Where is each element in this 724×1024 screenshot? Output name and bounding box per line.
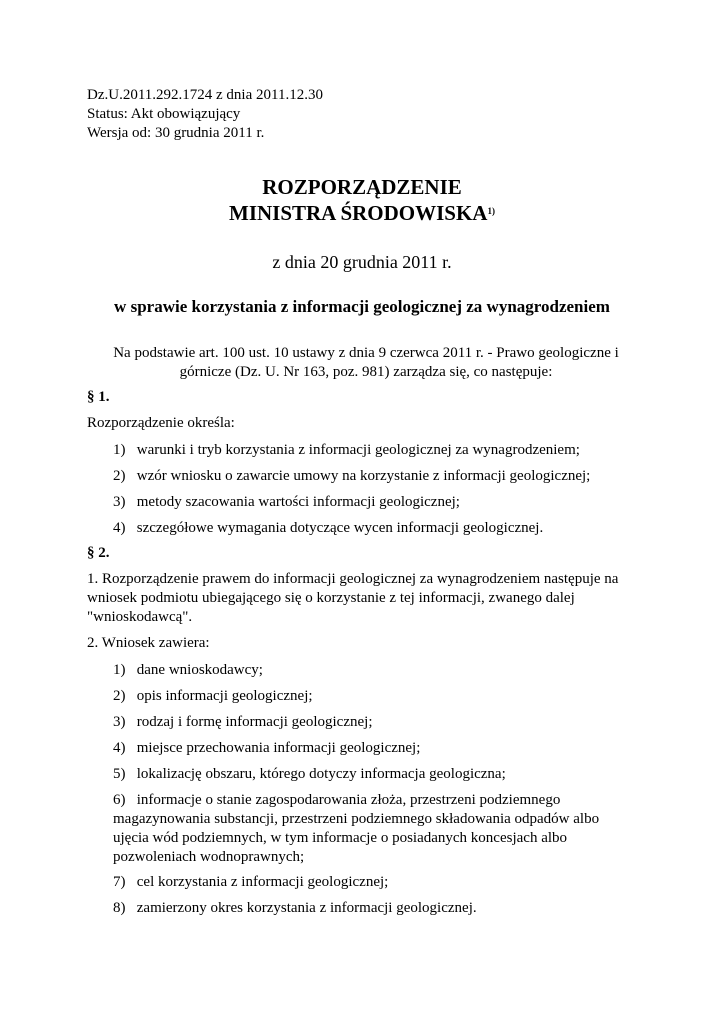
- list-item-text: metody szacowania wartości informacji geologicznej;: [136, 494, 460, 510]
- list-item: [113, 765, 633, 784]
- list-item-text: miejsce przechowania informacji geologicznej;: [136, 740, 421, 756]
- list-item-number: 2): [113, 468, 126, 484]
- list-item: [113, 661, 633, 680]
- list-item: [113, 467, 633, 486]
- list-item-text: informacje o stanie zagospodarowania złoża, przestrzeni podziemnego magazynowania substancji, przestrzeni podziemnego składowania odpadów albo ujęcia wód podziemnych, w tym informacje o posiadanych koncesjach albo pozwoleniach wodnoprawnych;: [113, 792, 600, 865]
- list-item-number: 1): [113, 442, 126, 458]
- footnote-marker: 1): [487, 206, 495, 216]
- journal-reference: Dz.U.2011.292.1724 z dnia 2011.12.30: [87, 87, 323, 103]
- list-item: [113, 441, 633, 460]
- document-header: [87, 86, 323, 143]
- list-item: [113, 493, 633, 512]
- section-2-paragraph-2: 2. Wniosek zawiera:: [87, 635, 210, 651]
- document-title-line1: ROZPORZĄDZENIE: [262, 175, 462, 199]
- list-item-number: 2): [113, 688, 126, 704]
- list-item-text: zamierzony okres korzystania z informacji geologicznej.: [136, 900, 477, 916]
- list-item-text: rodzaj i formę informacji geologicznej;: [136, 714, 373, 730]
- status-line: Status: Akt obowiązujący: [87, 106, 241, 122]
- issuer-name: MINISTRA ŚRODOWISKA: [229, 201, 488, 225]
- section-1-heading: § 1.: [87, 389, 110, 405]
- legal-basis-paragraph: Na podstawie art. 100 ust. 10 ustawy z dnia 9 czerwca 2011 r. - Prawo geologiczne i górnicze (Dz. U. Nr 163, poz. 981) zarządza się, co następuje:: [113, 345, 619, 380]
- list-item-text: wzór wniosku o zawarcie umowy na korzystanie z informacji geologicznej;: [136, 468, 591, 484]
- version-line: Wersja od: 30 grudnia 2011 r.: [87, 125, 265, 141]
- list-item-number: 7): [113, 874, 126, 890]
- list-item: [113, 899, 633, 918]
- list-item-text: opis informacji geologicznej;: [136, 688, 313, 704]
- list-item: [113, 791, 603, 867]
- section-2-paragraph-1: 1. Rozporządzenie prawem do informacji geologicznej za wynagrodzeniem następuje na wniosek podmiotu ubiegającego się o korzystanie z tej informacji, zwanego dalej "wnioskodawcą".: [87, 571, 619, 625]
- list-item-number: 4): [113, 740, 126, 756]
- document-date: z dnia 20 grudnia 2011 r.: [272, 252, 452, 272]
- section-1-lead: Rozporządzenie określa:: [87, 415, 235, 431]
- list-item-text: szczegółowe wymagania dotyczące wycen informacji geologicznej.: [136, 520, 544, 536]
- list-item-number: 3): [113, 494, 126, 510]
- list-item-number: 6): [113, 792, 126, 808]
- list-item: [113, 739, 633, 758]
- list-item-number: 5): [113, 766, 126, 782]
- list-item-number: 4): [113, 520, 126, 536]
- list-item-number: 3): [113, 714, 126, 730]
- list-item-text: warunki i tryb korzystania z informacji geologicznej za wynagrodzeniem;: [136, 442, 580, 458]
- list-item-number: 8): [113, 900, 126, 916]
- document-subject: w sprawie korzystania z informacji geologicznej za wynagrodzeniem: [114, 297, 610, 316]
- list-item: [113, 873, 633, 892]
- document-title-line2: [0, 200, 724, 226]
- list-item-number: 1): [113, 662, 126, 678]
- list-item-text: cel korzystania z informacji geologicznej;: [136, 874, 389, 890]
- list-item: [113, 713, 633, 732]
- list-item-text: dane wnioskodawcy;: [136, 662, 263, 678]
- list-item-text: lokalizację obszaru, którego dotyczy informacja geologiczna;: [136, 766, 506, 782]
- section-2-heading: § 2.: [87, 545, 110, 561]
- list-item: [113, 519, 633, 538]
- list-item: [113, 687, 633, 706]
